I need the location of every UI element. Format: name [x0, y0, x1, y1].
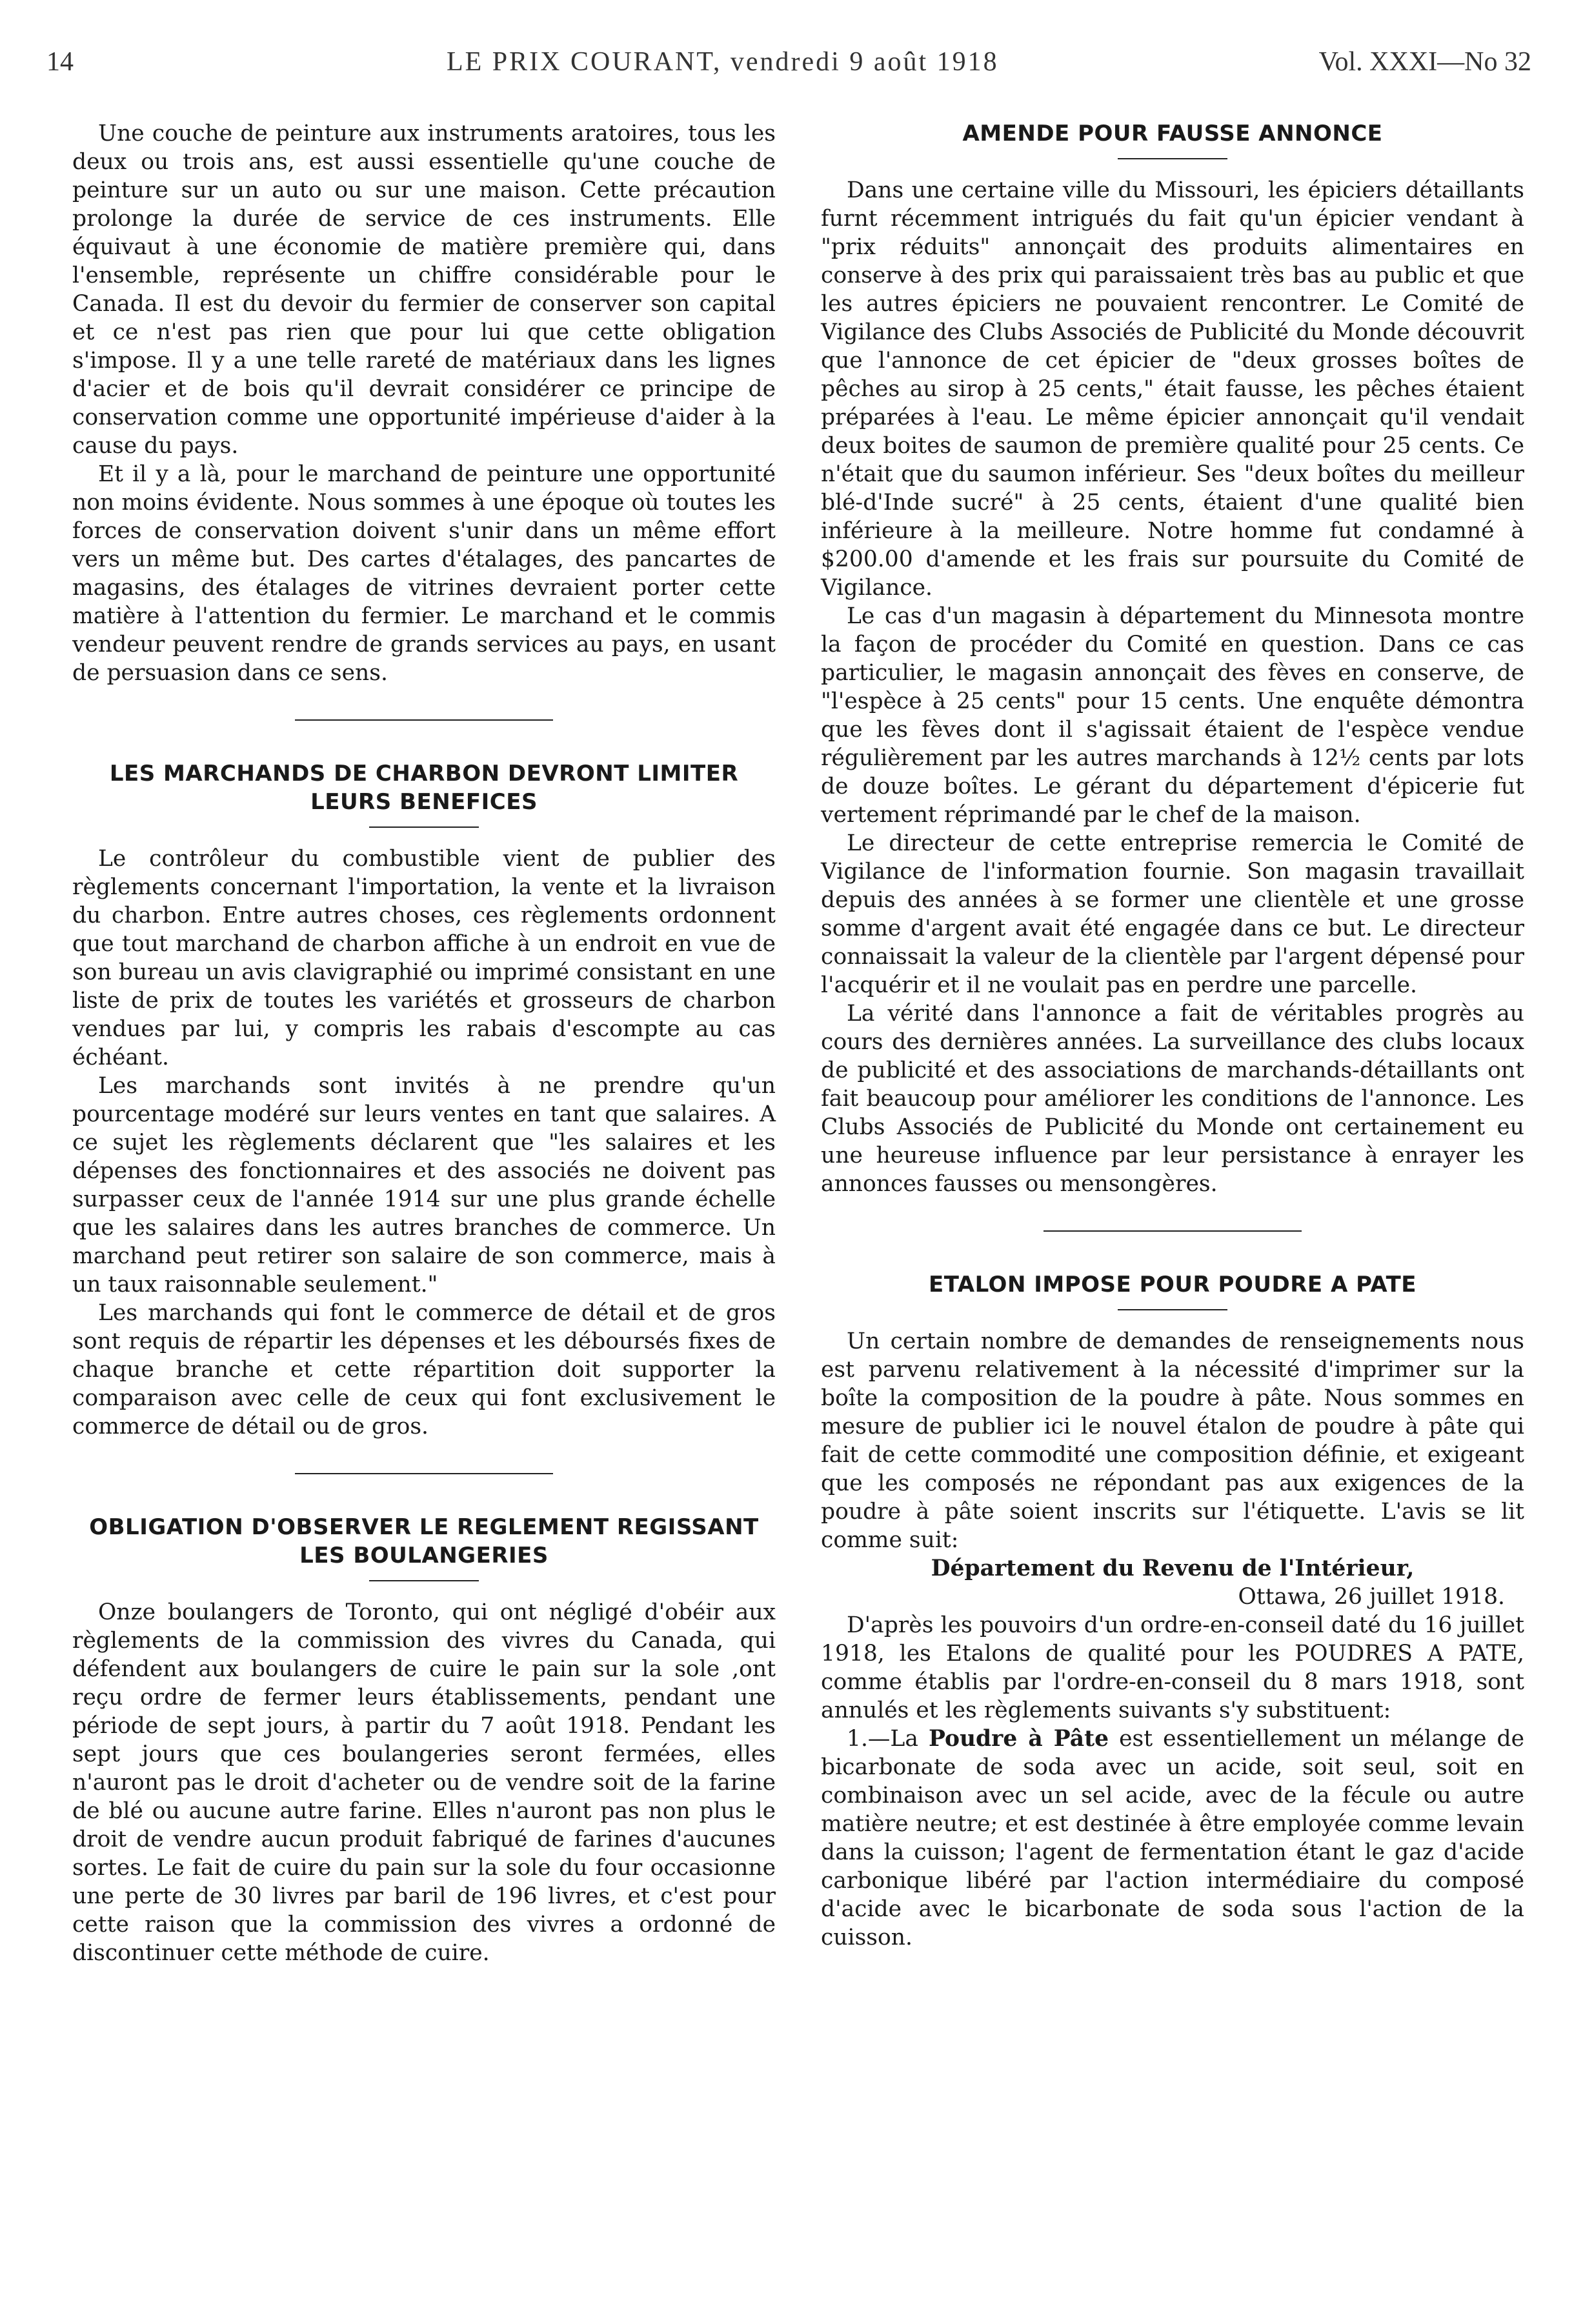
section-divider: [1044, 1230, 1302, 1232]
annonce-paragraph-2: Le cas d'un magasin à département du Minnesota montre la façon de procéder du Comité en question. Dans ce cas particulier, le magasin annonçait des fèves en conserve, de "l'espèce à 25 cents" pour 15 cents. Une enquête démontra que les fèves dont il s'agissait étaient de l'espèce vendue régulièrement par les autres marchands à 12½ cents par lots de douze boîtes. Le gérant du département d'épicerie fut vertement réprimandé par le chef de la maison.: [821, 603, 1524, 828]
charbon-paragraph-1: Le contrôleur du combustible vient de publier des règlements concernant l'importation, la vente et la livraison du charbon. Entre autres choses, ces règlements ordonnent que tout marchand de charbon affiche à un endroit en vue de son bureau un avis clavigraphié ou imprimé consistant en une liste de prix de toutes les variétés et grosseurs de charbon vendues par lui, y compris les rabais d'escompte au cas échéant.: [72, 846, 776, 1070]
headline-rule: [369, 826, 479, 828]
headline-charbon: LES MARCHANDS DE CHARBON DEVRONT LIMITER LEURS BENEFICES: [109, 761, 739, 815]
page-number: 14: [46, 47, 74, 77]
section-divider: [295, 1473, 553, 1474]
place-date-line: Ottawa, 26 juillet 1918.: [1238, 1584, 1505, 1610]
item-1-term: Poudre à Pâte: [928, 1726, 1109, 1752]
item-1-number: 1.—La: [847, 1726, 918, 1752]
annonce-paragraph-3: Le directeur de cette entreprise remercia le Comité de Vigilance de l'information fournie. Son magasin travaillait depuis des années à se former une clientèle et une grosse somme d'argent avait été engagée dans ce but. Le directeur connaissait la valeur de la clientèle par l'argent dépensé pour l'acquérir et il ne voulait pas en perdre une parcelle.: [821, 830, 1524, 998]
headline-annonce: AMENDE POUR FAUSSE ANNONCE: [962, 121, 1383, 146]
intro-paragraph-1: Une couche de peinture aux instruments aratoires, tous les deux ou trois ans, est aussi essentielle qu'une couche de peinture sur un auto ou sur une maison. Cette précaution prolonge la durée de service de ces instruments. Elle équivaut à une économie de matière première qui, dans l'ensemble, représente un chiffre considérable pour le Canada. Il est du devoir du fermier de conserver son capital et ce n'est pas rien que pour lui que cette obligation s'impose. Il y a une telle rareté de matériaux dans les lignes d'acier et de bois qu'il devrait considérer ce principe de conservation comme une opportunité impérieuse d'aider à la cause du pays.: [72, 121, 776, 459]
order-paragraph: D'après les pouvoirs d'un ordre-en-conseil daté du 16 juillet 1918, les Etalons de qualité pour les POUDRES A PATE, comme établis par l'ordre-en-conseil du 8 mars 1918, sont annulés et les règlements suivants s'y substituent:: [821, 1612, 1524, 1723]
right-column: [821, 119, 1524, 1952]
annonce-paragraph-1: Dans une certaine ville du Missouri, les épiciers détaillants furnt récemment intrigués du fait qu'un épicier vendant à "prix réduits" annonçait des produits alimentaires en conserve à des prix qui paraissaient très bas au public et que les autres épiciers ne pouvaient rencontrer. Le Comité de Vigilance des Clubs Associés de Publicité du Monde découvrit que l'annonce de cet épicier de "deux grosses boîtes de pêches au sirop à 25 cents," était fausse, les pêches étaient préparées à l'eau. Le même épicier annonçait qu'il vendait deux boites de saumon de première qualité pour 25 cents. Ce n'était que du saumon inférieur. Ses "deux boîtes du meilleur blé-d'Inde sucré" à 25 cents, étaient d'une qualité bien inférieure à la meilleure. Notre homme fut condamné à $200.00 d'amende et les frais sur poursuite du Comité de Vigilance.: [821, 177, 1524, 601]
charbon-paragraph-2: Les marchands sont invités à ne prendre qu'un pourcentage modéré sur leurs ventes en tant que salaires. A ce sujet les règlements déclarent que "les salaires et les dépenses des fonctionnaires et des associés ne doivent pas surpasser ceux de l'année 1914 sur une plus grande échelle que les salaires dans les autres branches de commerce. Un marchand peut retirer son salaire de son commerce, mais à un taux raisonnable seulement.": [72, 1073, 776, 1297]
poudre-intro: Un certain nombre de demandes de renseignements nous est parvenu relativement à la nécessité d'imprimer sur la boîte la composition de la poudre à pâte. Nous sommes en mesure de publier ici le nouvel étalon de poudre à pâte qui fait de cette commodité une composition définie, et exigeant que les composés ne répondant pas aux exigences de la poudre à pâte soient inscrits sur l'étiquette. L'avis se lit comme suit:: [821, 1328, 1524, 1553]
headline-rule: [1118, 158, 1227, 159]
section-divider: [295, 719, 553, 721]
boulangeries-paragraph-1: Onze boulangers de Toronto, qui ont négligé d'obéir aux règlements de la commission des vivres du Canada, qui défendent aux boulangers de cuire le pain sur la sole ,ont reçu ordre de fermer leurs établissements, pendant une période de sept jours, à partir du 7 août 1918. Pendant les sept jours que ces boulangeries seront fermées, elles n'auront pas le droit d'acheter ou de vendre soit de la farine de blé ou aucune autre farine. Elles n'auront pas non plus le droit de vendre aucun produit fabriqué de farines d'aucunes sortes. Le fait de cuire du pain sur la sole du four occasionne une perte de 30 livres par baril de 196 livres, et c'est pour cette raison que la commission des vivres a ordonné de discontinuer cette méthode de cuire.: [72, 1599, 776, 1966]
headline-rule: [1118, 1309, 1227, 1310]
annonce-paragraph-4: La vérité dans l'annonce a fait de véritables progrès au cours des dernières années. La surveillance des clubs locaux de publicité et des associations de marchands-détaillants ont fait beaucoup pour améliorer les conditions de l'annonce. Les Clubs Associés de Publicité du Monde ont certainement eu une heureuse influence par leur persistance à enrayer les annonces fausses ou mensongères.: [821, 1001, 1524, 1197]
charbon-paragraph-3: Les marchands qui font le commerce de détail et de gros sont requis de répartir les dépenses et les déboursés fixes de chaque branche et cette répartition doit supporter la comparaison avec celle de ceux qui font exclusivement le commerce de détail ou de gros.: [72, 1300, 776, 1439]
item-1-paragraph: [821, 1725, 1524, 1952]
headline-boulangeries: OBLIGATION D'OBSERVER LE REGLEMENT REGISSANT LES BOULANGERIES: [89, 1514, 759, 1568]
headline-poudre: ETALON IMPOSE POUR POUDRE A PATE: [929, 1272, 1417, 1297]
headline-rule: [369, 1580, 479, 1581]
item-1-text: est essentiellement un mélange de bicarbonate de soda avec un acide, soit seul, soit en combinaison avec un sel acide, avec de la fécule ou autre matière neutre; et est destinée à être employée comme levain dans la cuisson; l'agent de fermentation étant le gaz d'acide carbonique libéré par l'action intermédiaire du composé d'acide avec le bicarbonate de soda sous l'action de la cuisson.: [821, 1726, 1525, 1950]
volume-number: Vol. XXXI—No 32: [1318, 47, 1531, 77]
department-line: Département du Revenu de l'Intérieur,: [931, 1556, 1415, 1581]
left-column: [72, 119, 776, 1967]
publication-line: LE PRIX COURANT, vendredi 9 août 1918: [447, 47, 999, 77]
running-header: [46, 46, 1531, 85]
intro-paragraph-2: Et il y a là, pour le marchand de peinture une opportunité non moins évidente. Nous sommes à une époque où toutes les forces de conservation doivent s'unir dans un même effort vers un même but. Des cartes d'étalages, des pancartes de magasins, des étalages de vitrines devraient porter cette matière à l'attention du fermier. Le marchand et le commis vendeur peuvent rendre de grands services au pays, en usant de persuasion dans ce sens.: [72, 461, 776, 686]
